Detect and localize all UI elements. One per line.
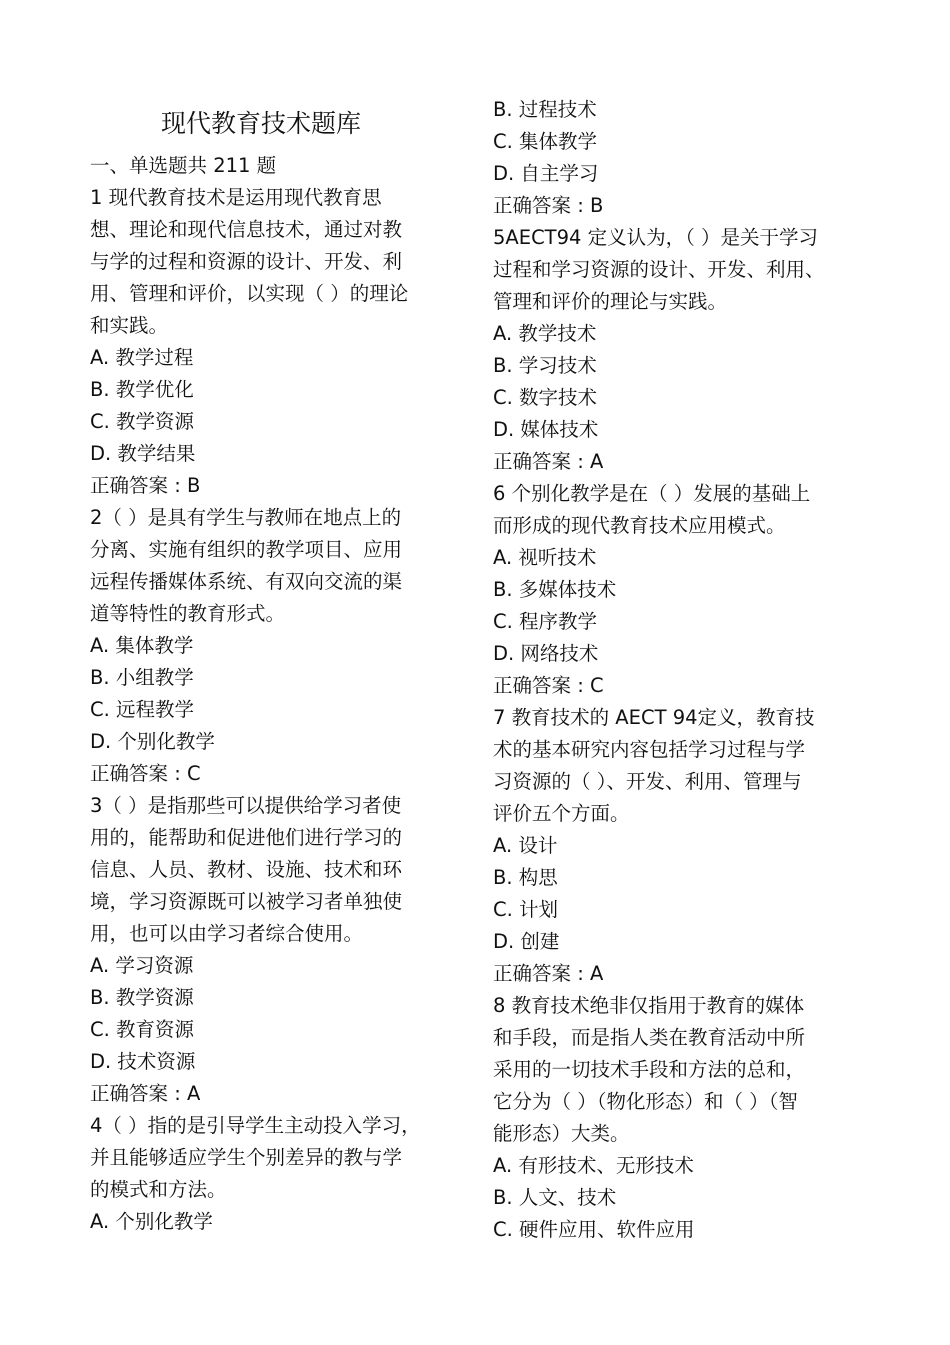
option-line: B. 过程技术 <box>493 98 597 121</box>
option-line: C. 教育资源 <box>90 1018 195 1041</box>
text-line: 管理和评价的理论与实践。 <box>493 290 728 313</box>
option-line: B. 学习技术 <box>493 354 597 377</box>
option-line: A. 教学过程 <box>90 346 194 369</box>
text-line: 的模式和方法。 <box>90 1178 227 1201</box>
option-line: C. 远程教学 <box>90 698 195 721</box>
text-line: 并且能够适应学生个别差异的教与学 <box>90 1146 403 1169</box>
option-line: D. 技术资源 <box>90 1050 196 1073</box>
option-line: C. 数字技术 <box>493 386 598 409</box>
text-line: 和手段，而是指人类在教育活动中所 <box>493 1026 806 1049</box>
document-title: 现代教育技术题库 <box>160 109 361 138</box>
option-line: D. 自主学习 <box>493 162 599 185</box>
option-line: D. 创建 <box>493 930 560 953</box>
answer-line: 正确答案 : B <box>493 194 604 217</box>
text-line: 5AECT94 定义认为，（ ）是关于学习 <box>493 226 819 249</box>
text-line: 术的基本研究内容包括学习过程与学 <box>493 738 806 761</box>
option-line: D. 教学结果 <box>90 442 196 465</box>
text-line: 1 现代教育技术是运用现代教育思 <box>90 186 382 209</box>
option-line: C. 集体教学 <box>493 130 598 153</box>
text-line: 分离、实施有组织的教学项目、应用 <box>90 538 403 561</box>
text-line: 信息、人员、教材、设施、技术和环 <box>90 858 403 881</box>
option-line: D. 个别化教学 <box>90 730 215 753</box>
text-line: 远程传播媒体系统、有双向交流的渠 <box>90 570 403 593</box>
answer-line: 正确答案 : B <box>90 474 201 497</box>
option-line: D. 媒体技术 <box>493 418 599 441</box>
text-line: 7 教育技术的 AECT 94定义，教育技 <box>493 706 815 729</box>
text-line: 用的，能帮助和促进他们进行学习的 <box>90 826 403 849</box>
answer-line: 正确答案 : C <box>90 762 201 785</box>
text-line: 与学的过程和资源的设计、开发、利 <box>90 250 403 273</box>
text-line: 道等特性的教育形式。 <box>90 602 286 625</box>
option-line: A. 学习资源 <box>90 954 194 977</box>
answer-line: 正确答案 : A <box>493 962 604 985</box>
text-line: 和实践。 <box>90 314 169 337</box>
option-line: C. 硬件应用、软件应用 <box>493 1218 695 1241</box>
option-line: B. 人文、技术 <box>493 1186 617 1209</box>
option-line: D. 网络技术 <box>493 642 599 665</box>
text-line: 境，学习资源既可以被学习者单独使 <box>90 890 403 913</box>
text-line: 2（ ）是具有学生与教师在地点上的 <box>90 506 402 529</box>
option-line: B. 小组教学 <box>90 666 194 689</box>
option-line: A. 个别化教学 <box>90 1210 213 1233</box>
answer-line: 正确答案 : C <box>493 674 604 697</box>
option-line: C. 计划 <box>493 898 559 921</box>
text-line: 用，也可以由学习者综合使用。 <box>90 922 364 945</box>
text-line: 能形态）大类。 <box>493 1122 630 1145</box>
text-line: 评价五个方面。 <box>493 802 630 825</box>
option-line: C. 教学资源 <box>90 410 195 433</box>
text-line: 用、管理和评价，以实现（ ）的理论 <box>90 282 409 305</box>
option-line: A. 视听技术 <box>493 546 597 569</box>
text-line: 3（ ）是指那些可以提供给学习者使 <box>90 794 402 817</box>
option-line: A. 有形技术、无形技术 <box>493 1154 694 1177</box>
text-line: 它分为（ ）（物化形态）和（ ）（智 <box>493 1090 798 1113</box>
text-line: 6 个别化教学是在（ ）发展的基础上 <box>493 482 811 505</box>
option-line: A. 集体教学 <box>90 634 194 657</box>
option-line: B. 多媒体技术 <box>493 578 617 601</box>
answer-line: 正确答案 : A <box>493 450 604 473</box>
text-line: 采用的一切技术手段和方法的总和， <box>493 1058 806 1081</box>
section-heading: 一、单选题共 211 题 <box>90 154 277 177</box>
text-line: 而形成的现代教育技术应用模式。 <box>493 514 786 537</box>
right-text <box>493 94 825 1246</box>
left-text <box>90 150 421 1238</box>
option-line: B. 教学优化 <box>90 378 194 401</box>
text-line: 4（ ）指的是引导学生主动投入学习， <box>90 1114 421 1137</box>
text-line: 8 教育技术绝非仅指用于教育的媒体 <box>493 994 805 1017</box>
option-line: C. 程序教学 <box>493 610 598 633</box>
option-line: B. 构思 <box>493 866 558 889</box>
option-line: B. 教学资源 <box>90 986 194 1009</box>
text-line: 想、理论和现代信息技术，通过对教 <box>90 218 403 241</box>
answer-line: 正确答案 : A <box>90 1082 201 1105</box>
text-line: 习资源的（ ）、开发、利用、管理与 <box>493 770 802 793</box>
option-line: A. 教学技术 <box>493 322 597 345</box>
option-line: A. 设计 <box>493 834 558 857</box>
text-line: 过程和学习资源的设计、开发、利用、 <box>493 258 825 281</box>
